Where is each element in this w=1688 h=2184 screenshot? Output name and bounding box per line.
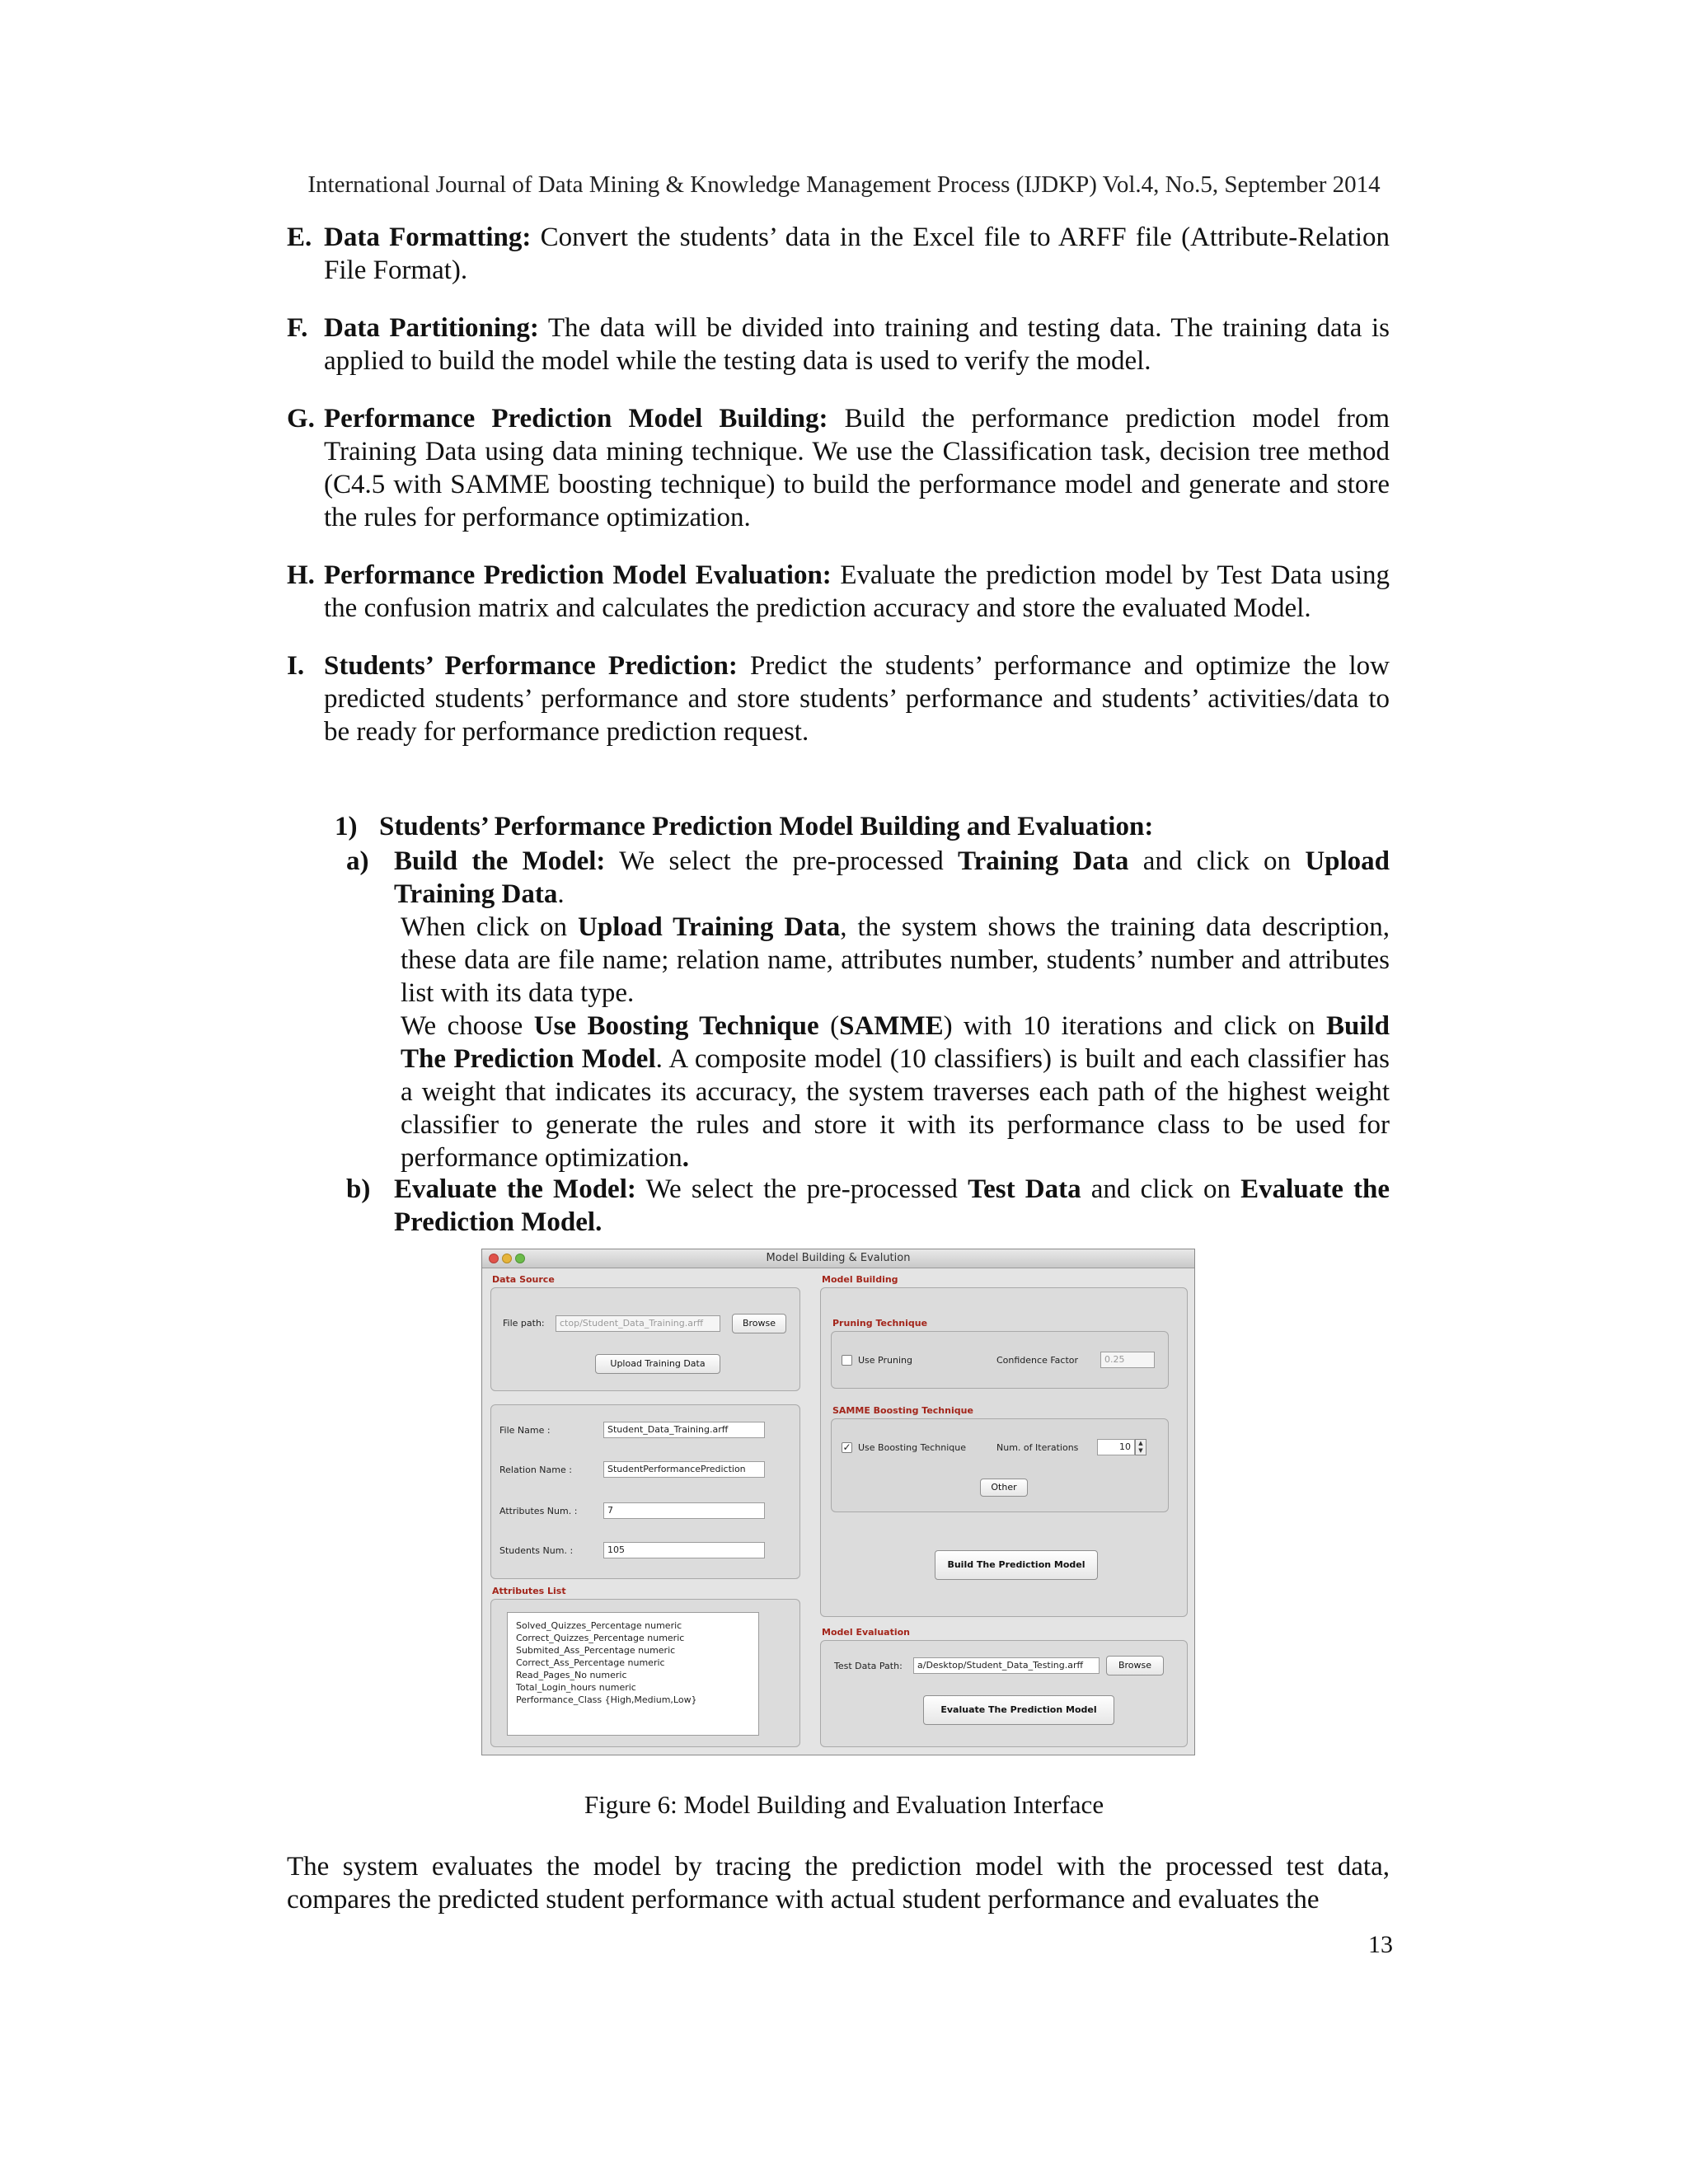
students-num-label: Students Num. : <box>499 1545 574 1556</box>
use-pruning-checkbox[interactable] <box>842 1355 852 1366</box>
model-building-title: Model Building <box>822 1274 898 1285</box>
model-building-panel <box>820 1287 1188 1617</box>
model-evaluation-title: Model Evaluation <box>822 1627 910 1638</box>
build-prediction-model-button[interactable]: Build The Prediction Model <box>935 1550 1098 1580</box>
evaluate-prediction-model-button[interactable]: Evaluate The Prediction Model <box>923 1695 1114 1725</box>
spinner-arrows-icon[interactable]: ▲ ▼ <box>1135 1439 1146 1455</box>
students-num-field[interactable]: 105 <box>603 1542 765 1558</box>
attribute-item[interactable]: Correct_Quizzes_Percentage numeric <box>516 1633 685 1643</box>
figure-caption: Figure 6: Model Building and Evaluation Interface <box>584 1790 1104 1819</box>
pruning-technique-title: Pruning Technique <box>832 1318 928 1329</box>
paragraph-boosting: We choose Use Boosting Technique (SAMME) with 10 iterations and click on Build The Prediction Model. A composite model (10 classifiers) is built and each classifier has a weight that indicates its accuracy, the system traverses each path of the highest weight classifier to generate the rules and store it with its performance class to be used for performance optimization. <box>401 1011 1390 1173</box>
section-f: F. Data Partitioning: The data will be divided into training and testing data. The training data is applied to build the model while the testing data is used to verify the model. <box>287 313 1390 376</box>
file-name-label: File Name : <box>499 1425 551 1436</box>
other-button[interactable]: Other <box>980 1479 1028 1497</box>
item-a: a) Build the Model: We select the pre-processed Training Data and click on Upload Training Data. <box>346 846 1390 909</box>
attribute-item[interactable]: Total_Login_hours numeric <box>516 1682 636 1693</box>
data-source-title: Data Source <box>492 1274 555 1285</box>
running-header: International Journal of Data Mining & Knowledge Management Process (IJDKP) Vol.4, No.5, September 2014 <box>307 171 1381 198</box>
model-evaluation-panel <box>820 1640 1188 1747</box>
page-number: 13 <box>1368 1931 1393 1958</box>
closing-paragraph: The system evaluates the model by tracing the prediction model with the processed test data, compares the predicted student performance with actual student performance and evaluates the <box>287 1852 1390 1915</box>
data-source-panel <box>490 1287 800 1391</box>
section-list <box>287 221 1390 748</box>
section-i: I. Students’ Performance Prediction: Predict the students’ performance and optimize the low predicted students’ performance and store students’ performance and students’ activities/data to be ready for performance prediction request. <box>287 651 1390 747</box>
iterations-label: Num. of Iterations <box>996 1442 1079 1453</box>
attribute-item[interactable]: Read_Pages_No numeric <box>516 1670 627 1680</box>
file-name-field[interactable]: Student_Data_Training.arff <box>603 1422 765 1438</box>
relation-name-label: Relation Name : <box>499 1465 572 1475</box>
file-path-field[interactable]: ctop/Student_Data_Training.arff <box>556 1315 720 1332</box>
attributes-listbox[interactable] <box>507 1612 759 1736</box>
upload-training-data-button[interactable]: Upload Training Data <box>595 1354 720 1374</box>
confidence-factor-label: Confidence Factor <box>996 1355 1079 1366</box>
model-building-window <box>481 1249 1195 1755</box>
file-path-label: File path: <box>503 1318 545 1329</box>
training-info-panel <box>490 1404 800 1579</box>
zoom-window-icon[interactable] <box>515 1254 525 1263</box>
paragraph-upload: When click on Upload Training Data, the system shows the training data description, these data are file name; relation name, attributes number, students’ number and attributes list with its data type. <box>401 912 1390 1008</box>
attributes-num-field[interactable]: 7 <box>603 1502 765 1519</box>
use-pruning-label: Use Pruning <box>858 1355 912 1366</box>
relation-name-field[interactable]: StudentPerformancePrediction <box>603 1461 765 1478</box>
item-b: b) Evaluate the Model: We select the pre-processed Test Data and click on Evaluate the Prediction Model. <box>346 1174 1390 1237</box>
use-boosting-checkbox[interactable]: ✓ <box>842 1441 851 1453</box>
section-g: G. Performance Prediction Model Building: Build the performance prediction model from Training Data using data mining technique. We use the Classification task, decision tree method (C4.5 with SAMME boosting technique) to build the performance model and generate and store the rules for performance optimization. <box>287 404 1390 532</box>
window-title: Model Building & Evalution <box>766 1252 911 1264</box>
attribute-item[interactable]: Performance_Class {High,Medium,Low} <box>516 1694 697 1705</box>
section-e: E. Data Formatting: Convert the students’ data in the Excel file to ARFF file (Attribute-Relation File Format). <box>287 223 1390 285</box>
iterations-spinner[interactable]: 10 <box>1097 1439 1135 1455</box>
minimize-window-icon[interactable] <box>502 1254 512 1263</box>
samme-boosting-title: SAMME Boosting Technique <box>832 1405 973 1416</box>
attribute-item[interactable]: Solved_Quizzes_Percentage numeric <box>516 1620 682 1631</box>
section-h: H. Performance Prediction Model Evaluation: Evaluate the prediction model by Test Data using the confusion matrix and calculates the prediction accuracy and store the evaluated Model. <box>287 560 1390 623</box>
samme-panel <box>831 1418 1169 1512</box>
use-boosting-label: Use Boosting Technique <box>858 1442 966 1453</box>
test-data-path-field[interactable]: a/Desktop/Student_Data_Testing.arff <box>913 1657 1100 1674</box>
browse-test-button[interactable]: Browse <box>1106 1656 1164 1675</box>
window-titlebar <box>482 1249 1194 1268</box>
subsection-heading: 1) Students’ Performance Prediction Model Building and Evaluation: <box>335 812 1154 841</box>
test-data-path-label: Test Data Path: <box>834 1661 903 1671</box>
attribute-item[interactable]: Correct_Ass_Percentage numeric <box>516 1657 665 1668</box>
confidence-factor-field[interactable]: 0.25 <box>1100 1352 1155 1368</box>
browse-training-button[interactable]: Browse <box>732 1314 786 1333</box>
pruning-panel <box>831 1331 1169 1389</box>
attribute-item[interactable]: Submited_Ass_Percentage numeric <box>516 1645 676 1656</box>
attributes-num-label: Attributes Num. : <box>499 1506 578 1516</box>
close-window-icon[interactable] <box>489 1254 499 1263</box>
attributes-list-title: Attributes List <box>492 1586 566 1596</box>
